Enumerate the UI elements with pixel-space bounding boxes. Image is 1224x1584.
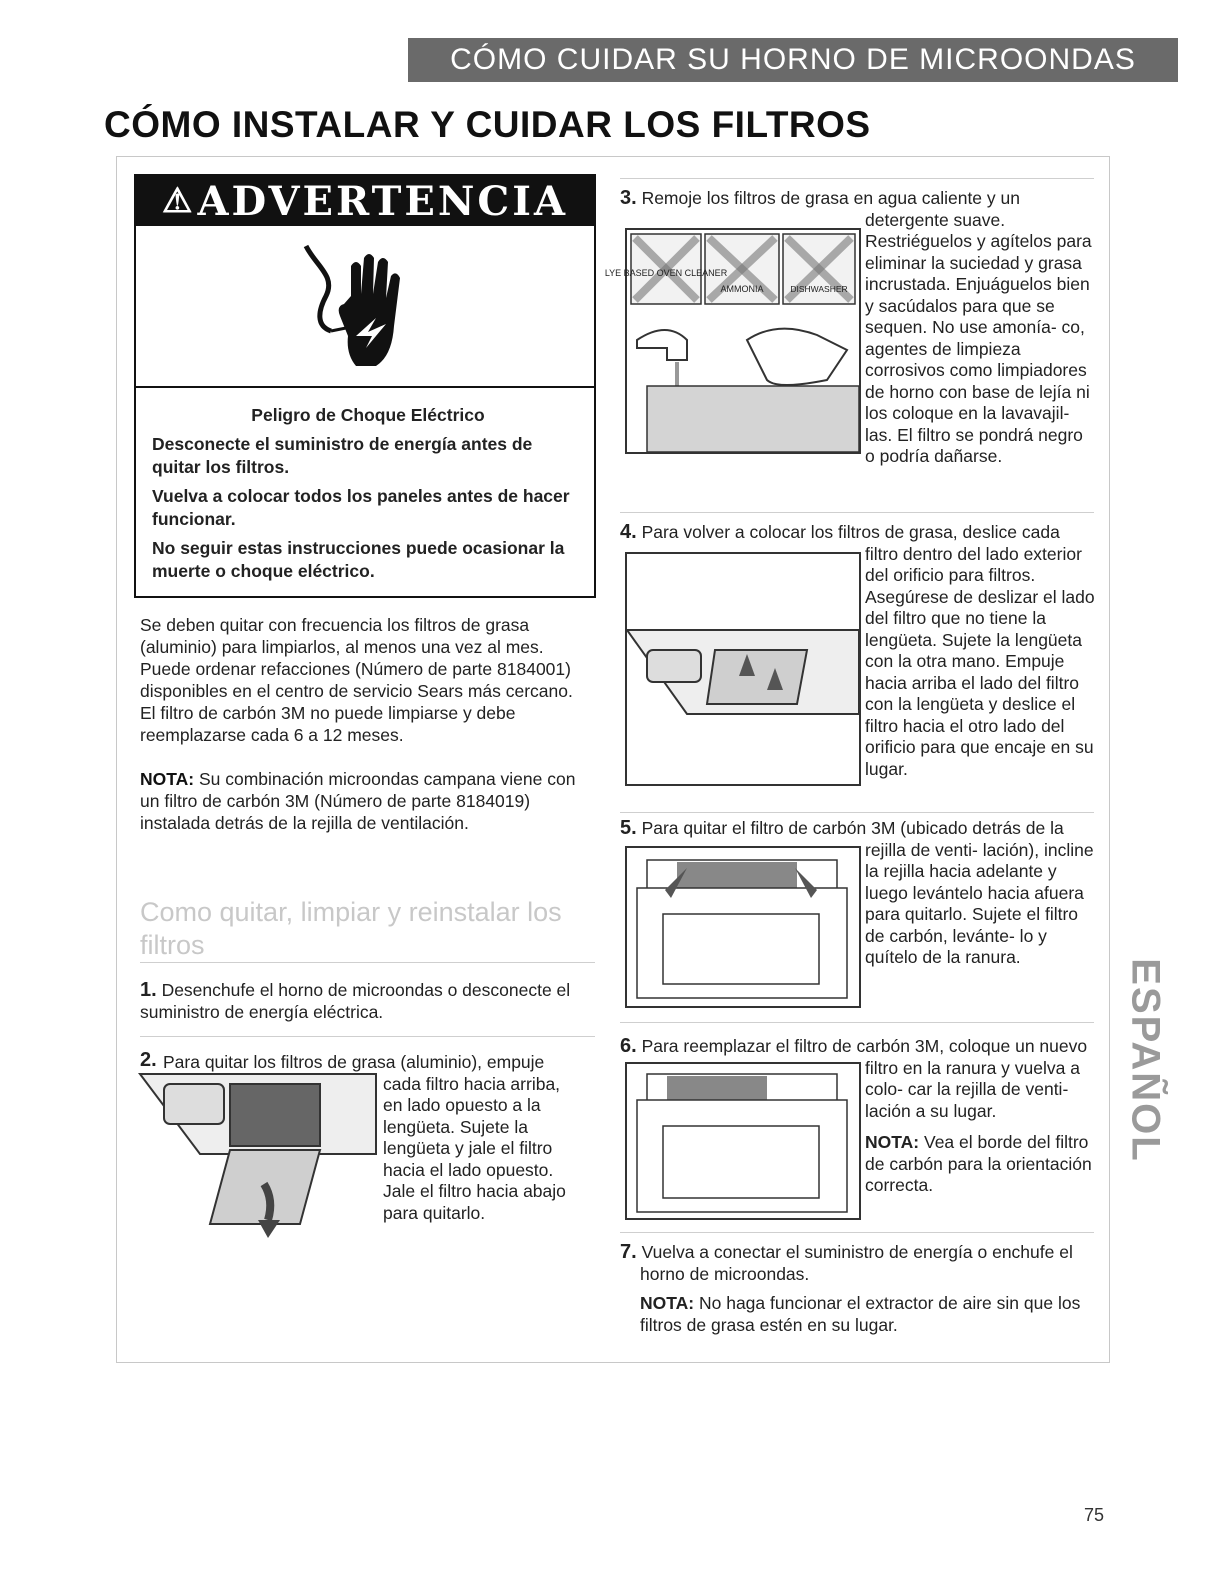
language-side-tab xyxy=(1122,940,1168,1180)
step-4-text: Para volver a colocar los filtros de grasa, deslice cada filtro dentro del lado exterior del orificio para filtros. Asegúrese de deslizar el lado del filtro que no tiene la lengüeta. Sujete la lengüeta con la otra mano. Empuje hacia arriba el lado del filtro con la lengüeta y deslice el filtro hacia el otro lado del orificio para que encaje en su lugar. xyxy=(641,522,1095,779)
intro-paragraph: Se deben quitar con frecuencia los filtros de grasa (aluminio) para limpiarlos, al menos una vez al mes. Puede ordenar refacciones (Número de parte 8184001) disponibles en el centro de servicio Sears más cercano. El filtro de carbón 3M no puede limpiarse y debe reemplazarse cada 6 a 12 meses. xyxy=(140,615,573,745)
step-7-note-text: No haga funcionar el extractor de aire sin que los filtros de grasa estén en su lugar. xyxy=(640,1293,1081,1335)
divider xyxy=(140,962,595,963)
electric-shock-hand-icon xyxy=(296,236,436,376)
step-7-number: 7. xyxy=(620,1241,637,1263)
cleaning-warning-illustration xyxy=(604,230,859,452)
ammonia-label: AMMONIA xyxy=(720,284,764,294)
step-2-figure xyxy=(140,1074,376,1254)
step-1-text: Desenchufe el horno de microondas o desconecte el suministro de energía eléctrica. xyxy=(140,980,571,1022)
warning-hazard: Peligro de Choque Eléctrico xyxy=(251,405,485,425)
section-title: CÓMO CUIDAR SU HORNO DE MICROONDAS xyxy=(450,43,1136,76)
step-7-note-label: NOTA: xyxy=(640,1293,695,1313)
warning-divider xyxy=(136,386,594,388)
warning-line-1: Desconecte el suministro de energía antes de quitar los filtros. xyxy=(152,434,533,477)
divider xyxy=(620,812,1094,813)
note-1-label: NOTA: xyxy=(140,769,195,789)
step-2-number: 2. xyxy=(140,1049,157,1071)
warning-heading: ⚠ ADVERTENCIA xyxy=(136,176,594,226)
step-2-text: Para quitar los filtros de grasa (aluminio), empuje cada filtro hacia arriba, en lado opuesto a la lengüeta. Sujete la lengüeta y jale el filtro hacia el lado opuesto. Jale el filtro hacia abajo para quitarlo. xyxy=(163,1052,566,1223)
step-1 xyxy=(140,980,590,1023)
language-label: ESPAÑOL xyxy=(1123,957,1168,1163)
page-number: 75 xyxy=(1084,1505,1105,1525)
step-5-figure xyxy=(625,846,861,1008)
warning-text xyxy=(152,404,584,589)
note-1 xyxy=(140,768,590,834)
divider xyxy=(620,1022,1094,1023)
filter-insertion-illustration xyxy=(627,554,859,784)
charcoal-filter-install-illustration xyxy=(627,1064,859,1218)
step-4-figure xyxy=(625,552,861,786)
step-3-figure xyxy=(604,228,861,454)
step-6-note-label: NOTA: xyxy=(865,1132,920,1152)
divider xyxy=(620,178,1094,179)
step-3-number: 3. xyxy=(620,187,637,209)
warning-triangle-icon: ⚠ xyxy=(162,181,196,221)
divider xyxy=(620,1232,1094,1233)
step-4-number: 4. xyxy=(620,521,637,543)
page-title: CÓMO INSTALAR Y CUIDAR LOS FILTROS xyxy=(104,104,871,145)
step-6-number: 6. xyxy=(620,1035,637,1057)
charcoal-filter-removal-illustration xyxy=(627,848,859,1006)
warning-box xyxy=(134,174,596,598)
note-1-text: Su combinación microondas campana viene con un filtro de carbón 3M (Número de parte 8184019) instalada detrás de la rejilla de ventilación. xyxy=(140,769,576,833)
step-6-text: Para reemplazar el filtro de carbón 3M, coloque un nuevo filtro en la ranura y vuelva a colo- car la rejilla de venti- lación a su lugar. xyxy=(641,1036,1088,1121)
section-header-bar xyxy=(408,38,1178,82)
step-6-note-text: Vea el borde del filtro de carbón para la orientación correcta. xyxy=(865,1132,1092,1195)
subheading: Como quitar, limpiar y reinstalar los filtros xyxy=(140,897,562,960)
step-7 xyxy=(620,1242,1090,1336)
lye-cleaner-label: LYE BASED OVEN CLEANER xyxy=(604,268,728,278)
warning-line-3: No seguir estas instrucciones puede ocasionar la muerte o choque eléctrico. xyxy=(152,538,565,581)
step-6-figure xyxy=(625,1062,861,1220)
step-7-text: Vuelva a conectar el suministro de energía o enchufe el horno de microondas. xyxy=(640,1242,1073,1284)
step-5-text: Para quitar el filtro de carbón 3M (ubicado detrás de la rejilla de venti- lación), incline la rejilla hacia adelante y luego levántelo hacia afuera para quitarlo. Sujete el filtro de carbón, levánte- lo y quítelo de la ranura. xyxy=(641,818,1094,967)
dishwasher-label: DISHWASHER xyxy=(790,284,848,294)
step-1-number: 1. xyxy=(140,979,157,1001)
warning-line-2: Vuelva a colocar todos los paneles antes de hacer funcionar. xyxy=(152,486,570,529)
step-3-text: Remoje los filtros de grasa en agua caliente y un detergente suave. Restriéguelos y agítelos para eliminar la suciedad y grasa incrustada. Enjuáguelos bien y sacúdalos para que se sequen. No use amonía- co, agentes de limpieza corrosivos como limpiadores de horno con base de lejía ni los coloque en la lavavajil- las. El filtro se pondrá negro o podría dañarse. xyxy=(641,188,1092,466)
step-7-note xyxy=(620,1293,1090,1336)
step-5-number: 5. xyxy=(620,817,637,839)
divider xyxy=(620,512,1094,513)
divider xyxy=(140,1036,595,1037)
